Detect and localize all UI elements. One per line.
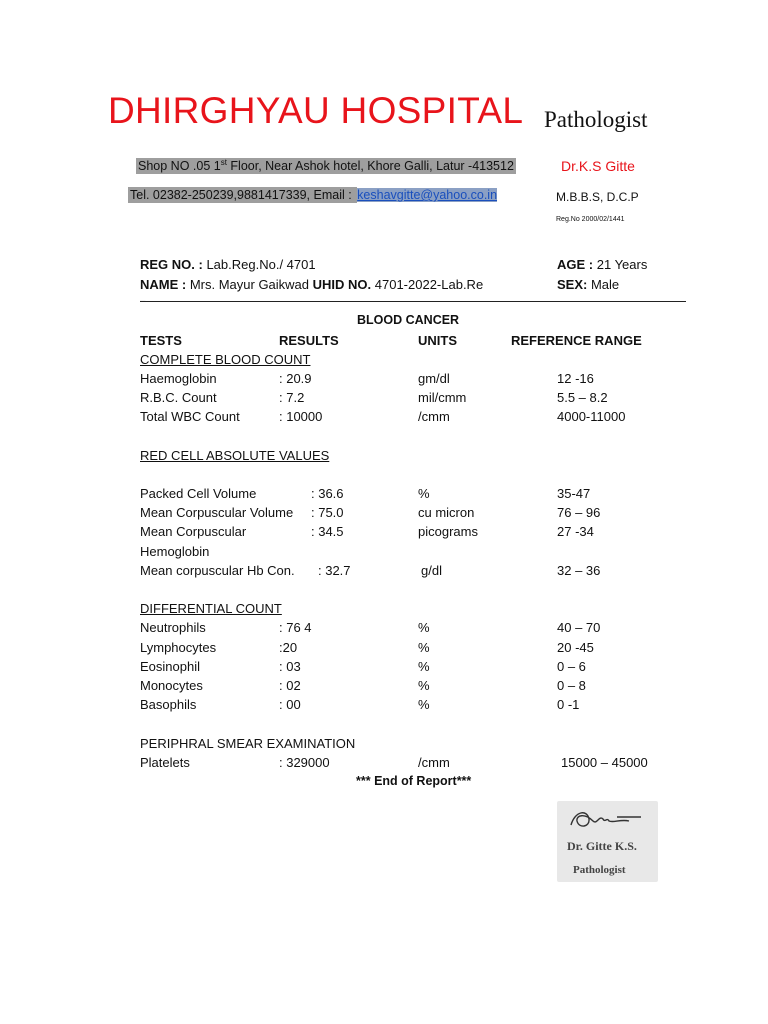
test-result: : 329000 — [279, 755, 330, 770]
test-unit: % — [418, 697, 430, 712]
test-range: 76 – 96 — [557, 505, 601, 520]
hospital-name: DHIRGHYAU HOSPITAL — [108, 90, 524, 131]
test-result: : 20.9 — [279, 371, 312, 386]
test-name: Haemoglobin — [140, 371, 217, 386]
sex-label: SEX: — [557, 277, 588, 292]
uhid-value: 4701-2022-Lab.Re — [371, 277, 484, 292]
section-heading: COMPLETE BLOOD COUNT — [140, 352, 311, 367]
test-name: Lymphocytes — [140, 640, 217, 655]
signature-stamp — [557, 801, 658, 882]
test-result: : 02 — [279, 678, 301, 693]
test-name-line2: Hemoglobin — [140, 544, 210, 559]
contact-line — [128, 188, 497, 202]
test-range: 12 -16 — [557, 371, 594, 386]
test-unit: /cmm — [418, 409, 450, 424]
test-range: 0 – 6 — [557, 659, 586, 674]
test-name: Mean corpuscular Hb Con. — [140, 563, 295, 578]
age-value: 21 Years — [593, 257, 648, 272]
doctor-reg-no: Reg.No 2000/02/1441 — [556, 216, 625, 223]
col-header-results: RESULTS — [279, 333, 339, 348]
test-unit: mil/cmm — [418, 390, 467, 405]
test-unit: % — [418, 678, 430, 693]
test-range: 20 -45 — [557, 640, 594, 655]
test-unit: picograms — [418, 524, 478, 539]
section-heading: DIFFERENTIAL COUNT — [140, 601, 282, 616]
test-result: : 03 — [279, 659, 301, 674]
test-unit: /cmm — [418, 755, 450, 770]
name-label: NAME : — [140, 277, 187, 292]
email-link[interactable]: keshavgitte@yahoo.co.in — [357, 188, 498, 202]
address-text: Shop NO .05 1st Floor, Near Ashok hotel, Khore Galli, Latur -413512 — [138, 158, 514, 174]
tel-text: Tel. 02382-250239,9881417339, Email : — [130, 188, 356, 202]
name-field — [140, 277, 483, 292]
test-result: : 76 4 — [279, 620, 312, 635]
address-line — [136, 158, 516, 173]
test-unit: % — [418, 620, 430, 635]
age-field — [557, 257, 647, 272]
test-unit: % — [418, 486, 430, 501]
test-result: : 34.5 — [311, 524, 344, 539]
section-heading: RED CELL ABSOLUTE VALUES — [140, 448, 330, 463]
col-header-tests: TESTS — [140, 333, 182, 348]
reg-no-value: Lab.Reg.No./ 4701 — [202, 257, 316, 272]
stray-dash: – — [140, 296, 146, 307]
test-name: Platelets — [140, 755, 190, 770]
name-value: Mrs. Mayur Gaikwad — [186, 277, 313, 292]
test-unit: cu micron — [418, 505, 475, 520]
test-range: 0 -1 — [557, 697, 580, 712]
signature-name: Dr. Gitte K.S. — [567, 839, 637, 853]
test-range: 4000-11000 — [557, 409, 626, 424]
test-name: R.B.C. Count — [140, 390, 217, 405]
doctor-name: Dr.K.S Gitte — [561, 158, 635, 174]
test-unit: % — [418, 659, 430, 674]
test-range: 27 -34 — [557, 524, 594, 539]
sex-field — [557, 277, 619, 292]
col-header-reference-range: REFERENCE RANGE — [511, 333, 642, 348]
test-result: : 00 — [279, 697, 301, 712]
test-range: 40 – 70 — [557, 620, 601, 635]
header-role: Pathologist — [544, 107, 648, 132]
end-of-report: *** End of Report*** — [356, 774, 472, 788]
test-name: Mean Corpuscular — [140, 524, 247, 539]
test-name: Mean Corpuscular Volume — [140, 505, 294, 520]
reg-no-label: REG NO. : — [140, 257, 203, 272]
signature-scribble-icon — [567, 805, 647, 835]
doctor-degree: M.B.B.S, D.C.P — [556, 190, 639, 204]
test-name: Neutrophils — [140, 620, 206, 635]
test-name: Packed Cell Volume — [140, 486, 257, 501]
test-name: Basophils — [140, 697, 197, 712]
section-heading: PERIPHRAL SMEAR EXAMINATION — [140, 736, 356, 751]
ordinal-suffix: st — [220, 158, 227, 167]
uhid-label: UHID NO. — [312, 277, 372, 292]
sex-value: Male — [587, 277, 620, 292]
test-unit: gm/dl — [418, 371, 450, 386]
test-name: Total WBC Count — [140, 409, 240, 424]
test-unit: g/dl — [421, 563, 442, 578]
signature-role: Pathologist — [573, 864, 626, 876]
test-range: 0 – 8 — [557, 678, 586, 693]
test-result: : 32.7 — [318, 563, 351, 578]
test-result: :20 — [279, 640, 298, 655]
test-range: 15000 – 45000 — [561, 755, 648, 770]
report-title: BLOOD CANCER — [357, 313, 460, 327]
test-name: Eosinophil — [140, 659, 200, 674]
test-result: : 10000 — [279, 409, 323, 424]
test-result: : 75.0 — [311, 505, 344, 520]
test-unit: % — [418, 640, 430, 655]
test-range: 35-47 — [557, 486, 591, 501]
test-result: : 36.6 — [311, 486, 344, 501]
test-range: 32 – 36 — [557, 563, 601, 578]
col-header-units: UNITS — [418, 333, 457, 348]
reg-no-field — [140, 257, 316, 272]
test-range: 5.5 – 8.2 — [557, 390, 608, 405]
test-result: : 7.2 — [279, 390, 305, 405]
divider-line — [140, 301, 686, 302]
test-name: Monocytes — [140, 678, 203, 693]
age-label: AGE : — [557, 257, 594, 272]
